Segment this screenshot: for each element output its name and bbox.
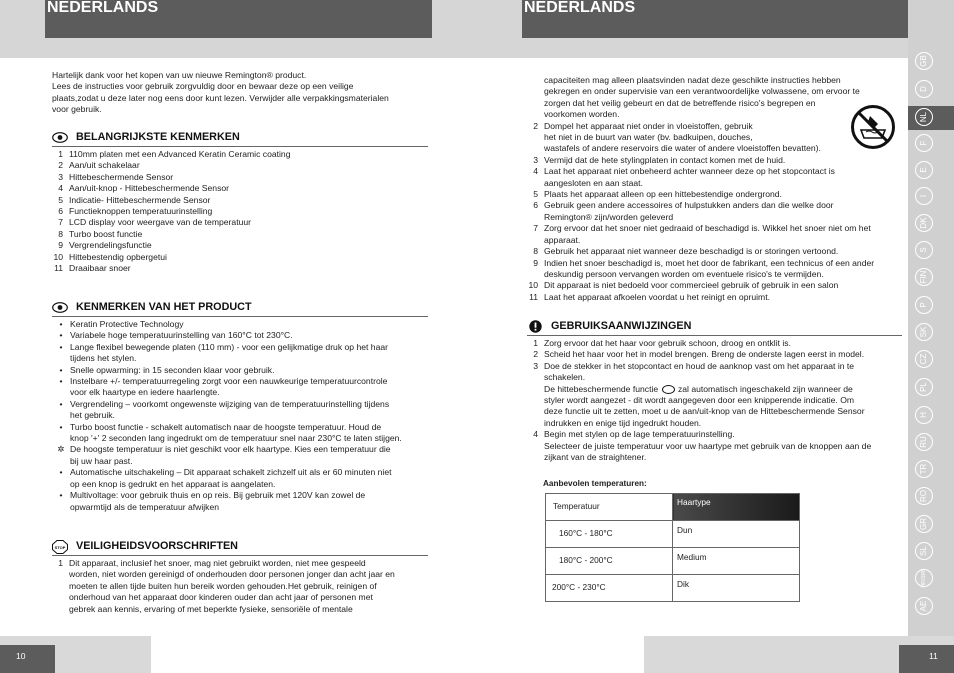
table-row (546, 494, 800, 521)
lang-tab-h[interactable]: H (915, 406, 933, 424)
list-item: 10 Hittebestendig opbergetui (53, 251, 167, 262)
list-item: 7 LCD display voor weergave van de temperatuur (58, 217, 251, 228)
list-item: • Multivoltage: voor gebruik thuis en op reis. Bij gebruik met 120V kan zowel de opwarmtijd als de temperatuur afwijken (59, 490, 366, 512)
lang-tab-pl[interactable]: PL (915, 378, 933, 396)
page-title: NEDERLANDS (522, 0, 954, 38)
table-row (546, 548, 800, 575)
list-item: 1 110mm platen met een Advanced Keratin Ceramic coating (58, 149, 291, 159)
features-list (52, 149, 428, 274)
caution-icon: ✲ (57, 444, 65, 455)
safety-section (52, 540, 428, 615)
list-item: 4 Aan/uit-knop - Hittebeschermende Sensor (58, 183, 230, 194)
list-item: 8 Turbo boost functie (58, 228, 143, 239)
lang-tab-ro[interactable]: RO (915, 487, 933, 505)
list-item: 11 Laat het apparaat afkoelen voordat u het reinigt en opruimt. (529, 291, 770, 302)
list-item: 3 Hittebeschermende Sensor (58, 171, 174, 182)
usage-list (527, 338, 902, 463)
list-item: 2 Dompel het apparaat niet onder in vloeistoffen, gebruik het niet in de buurt van water (bv. badkuipen, douches, wastafels of andere reservoirs die water of andere vloeistoffen bevatten). (533, 120, 821, 154)
lang-tab-tr[interactable]: TR (915, 460, 933, 478)
table-cell: 200°C - 230°C (546, 575, 673, 602)
list-item: ✲ De hoogste temperatuur is niet geschikt voor elk haartype. Kies een temperatuur die bij uw haar past. (52, 444, 428, 467)
list-item: 4 Begin met stylen op de lage temperatuurinstelling. Selecteer de juiste temperatuur voor uw haartype met gebruik van de knoppen aan de zijkant van de straightener. (533, 429, 872, 463)
list-item: • Turbo boost functie - schakelt automatisch naar de hoogste temperatuur. Houd de knop '+' 2 seconden lang ingedrukt om de temperatuur snel naar 230°C te laten stijgen. (59, 421, 402, 444)
eye-icon (52, 302, 68, 314)
table-cell: 160°C - 180°C (546, 521, 673, 548)
lang-tab-cz[interactable]: CZ (915, 350, 933, 368)
lang-tab-dk[interactable]: DK (915, 214, 933, 232)
list-item: 5 Plaats het apparaat alleen op een hittebestendige ondergrond. (533, 189, 782, 200)
table-header-cell: Haartype (673, 494, 800, 521)
product-section (52, 301, 428, 513)
product-heading: KENMERKEN VAN HET PRODUCT (52, 301, 428, 317)
lang-tab-sl[interactable]: SL (915, 542, 933, 560)
list-item: • Vergrendeling – voorkomt ongewenste wijziging van de temperatuurinstelling tijdens het gebruik. (59, 398, 390, 421)
list-item: 3 Doe de stekker in het stopcontact en houd de aanknop vast om het apparaat in te schakelen. (533, 360, 855, 383)
list-item: 8 Gebruik het apparaat niet wanneer deze beschadigd is or storingen vertoond. (533, 246, 839, 257)
lang-tab-f[interactable]: F (915, 134, 933, 152)
list-item: 1 Zorg ervoor dat het haar voor gebruik schoon, droog en ontklit is. (533, 338, 791, 348)
lang-tab-hr-srb[interactable]: HR/SRB (915, 569, 933, 587)
lang-tab-e[interactable]: E (915, 161, 933, 179)
lang-tab-p[interactable]: P (915, 296, 933, 314)
list-item: 3 Vermijd dat de hete stylingplaten in contact komen met de huid. (533, 154, 786, 165)
list-item: 10 Dit apparaat is niet bedoeld voor commercieel gebruik of gebruik in een salon (528, 280, 839, 291)
page-title: NEDERLANDS (45, 0, 432, 38)
features-section (52, 131, 428, 274)
list-item: 4 Laat het apparaat niet onbeheerd achter wanneer deze op het stopcontact is aangesloten en aan staat. (533, 166, 835, 188)
safety-continued (527, 75, 879, 303)
exclamation-icon (527, 321, 543, 333)
list-item: 2 Aan/uit schakelaar (58, 160, 140, 171)
table-row (546, 575, 800, 602)
list-item: • Automatische uitschakeling – Dit apparaat schakelt zichzelf uit als er 60 minuten niet op een knop is gedrukt en het apparaat is aangelaten. (59, 467, 392, 489)
list-item: 6 Gebruik geen andere accessoires of hulpstukken anders dan die welke door Remington® zijn/worden geleverd (533, 200, 834, 222)
lang-tab-gb[interactable]: GB (915, 52, 933, 70)
list-item: De hittebeschermende functie zal automatisch ingeschakeld zijn wanneer de styler wordt aangezet - dit wordt aangegeven door een knipperende indicatie. Om deze functie uit te zetten, moet u de aan/uit-knop van de Hittebeschermende Sensor indrukken en enige tijd ingedrukt houden. (544, 383, 865, 428)
table-cell: Dun (673, 521, 800, 548)
svg-text:STOP: STOP (54, 544, 66, 550)
list-item: • Snelle opwarming: in 15 seconden klaar voor gebruik. (59, 364, 275, 375)
list-item: • Instelbare +/- temperatuurregeling zorgt voor een nauwkeurige temperatuurcontrole voor elk haartype en iedere haarlengte. (59, 376, 388, 398)
usage-section (527, 320, 902, 463)
lang-tab-ae[interactable]: AE (915, 597, 933, 615)
heat-protect-icon (662, 385, 675, 394)
table-row (546, 521, 800, 548)
list-item: 2 Scheid het haar voor het in model brengen. Breng de onderste lagen eerst in model. (533, 349, 865, 360)
list-item: 11 Draaibaar snoer (54, 263, 131, 274)
list-item: • Variabele hoge temperatuurinstelling van 160°C tot 230°C. (59, 330, 293, 341)
safety-list (52, 558, 428, 615)
list-item: 1 Dit apparaat, inclusief het snoer, mag niet gebruikt worden, niet mee gespeeld worden, niet worden gereinigd of onderhouden door personen jonger dan acht jaar en moeten te allen tijde buiten hun bereik worden gehouden.Het gebruik, reinigen of onderhoud van het apparaat door kinderen ouder dan acht jaar of personen met gebrek aan kennis, ervaring of met beperkte fysieke, sensoriële of mentale (58, 558, 395, 614)
lang-tab-i[interactable]: I (915, 187, 933, 205)
list-item: 5 Indicatie- Hittebeschermende Sensor (58, 194, 211, 205)
list-item: • Keratin Protective Technology (59, 319, 184, 329)
lang-tab-fin[interactable]: FIN (915, 268, 933, 286)
table-cell: Dik (673, 575, 800, 602)
list-item: 9 Indien het snoer beschadigd is, moet het door de fabrikant, een technicus of een ander deskundig persoon vervangen worden om eventuele risico's te vermijden. (533, 257, 875, 279)
list-item: 7 Zorg ervoor dat het snoer niet gedraaid of beschadigd is. Wikkel het snoer niet om het apparaat. (533, 223, 871, 245)
table-header-cell: Temperatuur (546, 494, 673, 521)
stop-icon (52, 541, 68, 553)
table-cell: 180°C - 200°C (546, 548, 673, 575)
intro-text: Hartelijk dank voor het kopen van uw nieuwe Remington® product. Lees de instructies voor gebruik zorgvuldig door en bewaar deze op een veilige plaats,zodat u deze later nog eens door kunt lezen. Verwijder alle verpakkingsmaterialen voor gebruik. (52, 70, 389, 115)
product-list (52, 319, 428, 513)
lang-tab-gr[interactable]: GR (915, 515, 933, 533)
usage-heading: GEBRUIKSAANWIJZINGEN (527, 320, 902, 336)
no-water-icon (850, 104, 896, 150)
lang-tab-ru[interactable]: RU (915, 433, 933, 451)
safety-list (527, 75, 879, 303)
right-page (477, 0, 954, 673)
temps-label: Aanbevolen temperaturen: (543, 479, 647, 488)
lang-tab-s[interactable]: S (915, 241, 933, 259)
eye-icon (52, 132, 68, 144)
list-item: 6 Functieknoppen temperatuurinstelling (58, 206, 213, 217)
page-number: 11 (899, 645, 954, 673)
lang-tab-d[interactable]: D (915, 80, 933, 98)
lang-tab-nl[interactable]: NL (915, 108, 933, 126)
temperature-table (545, 493, 800, 602)
safety-heading: STOP VEILIGHEIDSVOORSCHRIFTEN (52, 540, 428, 556)
list-item: • Lange flexibel bewegende platen (110 mm) - voor een gelijkmatige druk op het haar tijdens het stylen. (59, 341, 389, 364)
page-number: 10 (0, 645, 55, 673)
language-sidebar (908, 0, 954, 636)
table-cell: Medium (673, 548, 800, 575)
lang-tab-sk[interactable]: SK (915, 323, 933, 341)
list-item: capaciteiten mag alleen plaatsvinden nadat deze geschikte instructies hebben gekregen en onder supervisie van een verantwoordelijke volwassene, om ervoor te zorgen dat het veilig gebeurt en dat de betreffende risico's begrepen en voorkomen worden. (544, 75, 860, 120)
list-item: 9 Vergrendelingsfunctie (58, 240, 152, 251)
features-heading: BELANGRIJKSTE KENMERKEN (52, 131, 428, 147)
